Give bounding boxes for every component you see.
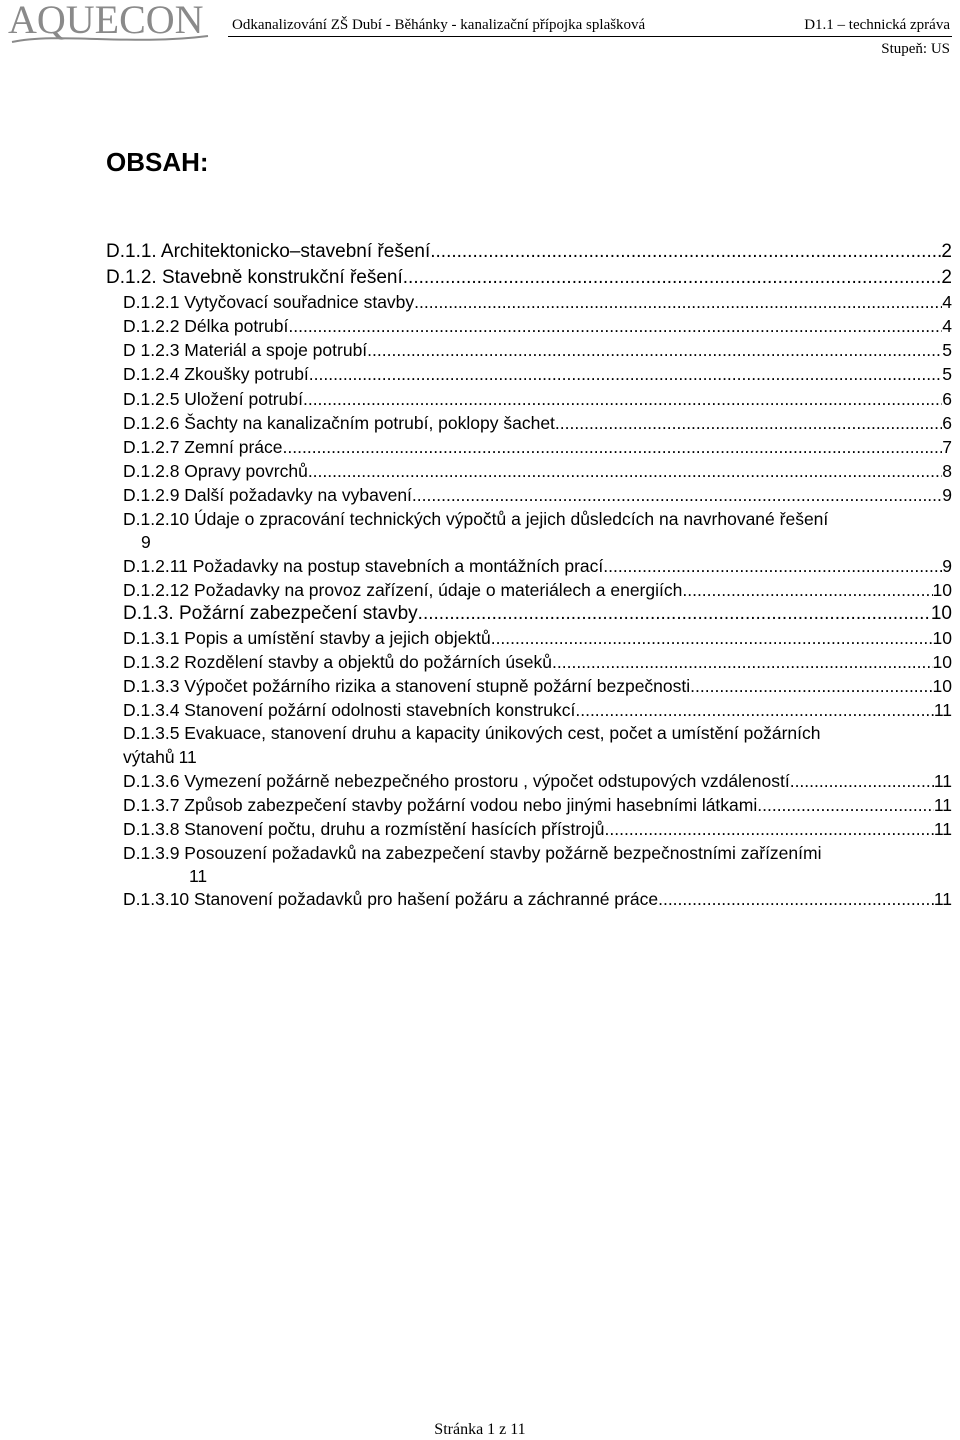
toc-leader [790, 770, 934, 792]
toc-entry-page: 11 [933, 889, 952, 909]
toc-leader [414, 291, 942, 313]
toc-entry-text: D.1.3.6 Vymezení požárně nebezpečného prostoru , výpočet odstupových vzdáleností [123, 771, 790, 791]
toc-entry-page: 10 [932, 676, 952, 696]
toc-entry[interactable] [123, 770, 952, 792]
toc-entry-page: 9 [942, 556, 952, 576]
page-footer: Stránka 1 z 11 [434, 1421, 526, 1438]
toc-entry-page: 10 [932, 652, 952, 672]
toc-entry-page: 11 [933, 795, 952, 815]
toc-entry-text: D.1.3.10 Stanovení požadavků pro hašení požáru a záchranné práce [123, 889, 659, 909]
toc-entry-page: 6 [942, 413, 952, 433]
toc-leader [283, 436, 943, 458]
toc-leader [412, 484, 942, 506]
toc-entry-text: D.1.3. Požární zabezpečení stavby [123, 603, 418, 624]
toc-entry-page: 4 [942, 292, 952, 312]
toc-entry-page-wrapped [141, 531, 151, 553]
toc-leader [757, 794, 934, 816]
toc-entry-text: D.1.3.4 Stanovení požární odolnosti stavebních konstrukcí [123, 700, 576, 720]
toc-entry-text: D.1.2.10 Údaje o zpracování technických výpočtů a jejich důsledcích na navrhované řešení [123, 509, 829, 529]
toc-leader [367, 339, 942, 361]
toc-entry[interactable] [123, 339, 952, 361]
toc-entry-text: D.1.2.9 Další požadavky na vybavení [123, 485, 412, 505]
header-divider [228, 36, 952, 37]
toc-entry[interactable] [106, 240, 952, 264]
toc-entry[interactable] [123, 315, 952, 337]
toc-leader [491, 627, 933, 649]
company-logo: AQUECON [8, 0, 204, 42]
toc-entry-page: 8 [942, 461, 952, 481]
project-stage: Stupeň: US [881, 41, 950, 57]
toc-entry-text: D.1.2.5 Uložení potrubí [123, 389, 303, 409]
toc-entry-page: 11 [933, 700, 952, 720]
toc-entry-text: D.1.2. Stavebně konstrukční řešení [106, 267, 403, 288]
toc-entry[interactable] [123, 412, 952, 434]
toc-entry-text: D.1.3.3 Výpočet požárního rizika a stanovení stupně požární bezpečnosti [123, 676, 691, 696]
page-header [0, 0, 960, 64]
toc-entry[interactable] [123, 818, 952, 840]
toc-entry-text: D.1.2.7 Zemní práce [123, 437, 283, 457]
toc-leader [658, 888, 934, 910]
toc-entry[interactable] [123, 722, 820, 744]
toc-entry-text: D.1.3.9 Posouzení požadavků na zabezpečení stavby požárně bezpečnostními zařízeními [123, 843, 822, 863]
toc-entry-page: 4 [942, 316, 952, 336]
toc-leader [575, 699, 933, 721]
toc-entry[interactable] [123, 842, 821, 864]
toc-entry[interactable] [123, 699, 952, 721]
toc-entry-page: 11 [933, 819, 952, 839]
toc-leader [403, 266, 942, 290]
toc-leader [605, 818, 934, 840]
toc-entry[interactable] [123, 794, 952, 816]
toc-entry[interactable] [123, 460, 952, 482]
toc-leader [555, 412, 942, 434]
toc-entry-text: D.1.2.2 Délka potrubí [123, 316, 289, 336]
toc-leader [603, 555, 942, 577]
toc-entry-text: D.1.2.1 Vytyčovací souřadnice stavby [123, 292, 415, 312]
toc-entry-page: 9 [942, 485, 952, 505]
toc-entry[interactable] [123, 388, 952, 410]
toc-entry-page-wrapped [189, 865, 207, 887]
toc-leader [309, 363, 942, 385]
toc-leader [552, 651, 933, 673]
toc-entry-text: D.1.3.1 Popis a umístění stavby a jejich objektů [123, 628, 491, 648]
toc-entry-text: D.1.2.8 Opravy povrchů [123, 461, 308, 481]
toc-entry-page: 10 [932, 628, 952, 648]
toc-leader [303, 388, 942, 410]
toc-entry[interactable] [123, 602, 952, 626]
toc-entry-text: D 1.2.3 Materiál a spoje potrubí [123, 340, 368, 360]
toc-entry[interactable] [106, 266, 952, 290]
toc-entry-page: 10 [930, 603, 952, 624]
toc-entry-page: 10 [932, 580, 952, 600]
project-title: Odkanalizování ZŠ Dubí - Běhánky - kanalizační přípojka splašková [232, 17, 646, 33]
toc-entry-page: 11 [189, 866, 208, 886]
toc-entry-text: D.1.3.8 Stanovení počtu, druhu a rozmístění hasících přístrojů [123, 819, 605, 839]
toc-entry-page: 11 [933, 771, 952, 791]
toc-leader [430, 240, 941, 264]
toc-entry-text: D.1.2.4 Zkoušky potrubí [123, 364, 309, 384]
toc-entry-page: 5 [942, 340, 952, 360]
toc-entry-text: D.1.3.7 Způsob zabezpečení stavby požární vodou nebo jinými hasebními látkami [123, 795, 758, 815]
toc-leader [682, 579, 932, 601]
toc-entry-text: D.1.1. Architektonicko–stavební řešení [106, 241, 431, 262]
toc-entry[interactable] [123, 579, 952, 601]
toc-entry-page: 2 [941, 241, 952, 262]
toc-entry[interactable] [123, 627, 952, 649]
toc-entry-text-cont: výtahů [123, 747, 175, 767]
toc-entry[interactable] [123, 555, 952, 577]
toc-leader [418, 602, 931, 626]
toc-entry[interactable] [123, 675, 952, 697]
toc-entry-continuation [123, 746, 197, 768]
toc-entry-page: 11 [178, 747, 197, 767]
toc-leader [690, 675, 932, 697]
toc-leader [308, 460, 942, 482]
toc-entry[interactable] [123, 436, 952, 458]
toc-entry-page: 2 [941, 267, 952, 288]
toc-entry-text: D.1.2.6 Šachty na kanalizačním potrubí, poklopy šachet [123, 413, 555, 433]
toc-entry-page: 6 [942, 389, 952, 409]
toc-heading: OBSAH: [106, 147, 209, 177]
toc-entry-page: 7 [942, 437, 952, 457]
toc-entry[interactable] [123, 888, 952, 910]
toc-entry-text: D.1.2.11 Požadavky na postup stavebních a montážních prací [123, 556, 604, 576]
toc-entry-page: 5 [942, 364, 952, 384]
toc-entry[interactable] [123, 484, 952, 506]
document-code: D1.1 – technická zpráva [804, 17, 950, 33]
toc-entry-text: D.1.3.5 Evakuace, stanovení druhu a kapacity únikových cest, počet a umístění požárních [123, 723, 821, 743]
toc-entry-text: D.1.2.12 Požadavky na provoz zařízení, údaje o materiálech a energiích [123, 580, 683, 600]
toc-entry-text: D.1.3.2 Rozdělení stavby a objektů do požárních úseků [123, 652, 553, 672]
toc-entry-page: 9 [141, 532, 151, 552]
logo-swoosh-icon [10, 30, 210, 46]
toc-entry[interactable] [123, 363, 952, 385]
toc-entry[interactable] [123, 291, 952, 313]
toc-entry[interactable] [123, 508, 828, 530]
toc-entry[interactable] [123, 651, 952, 673]
toc-leader [288, 315, 942, 337]
